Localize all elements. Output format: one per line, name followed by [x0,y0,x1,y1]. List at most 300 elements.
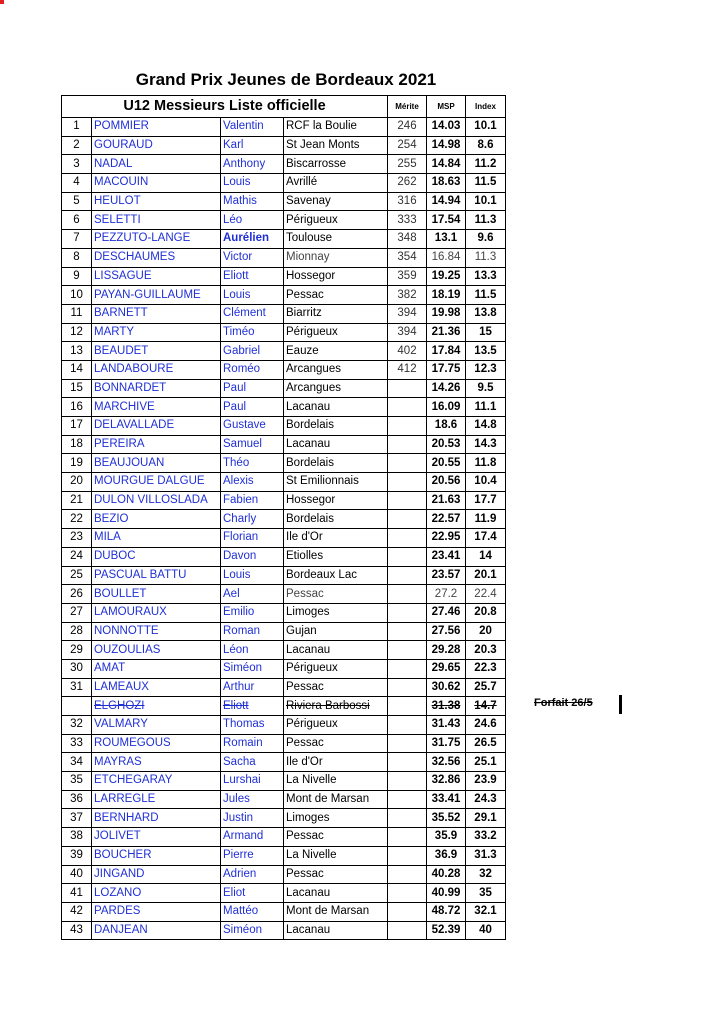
merite-cell: 262 [388,174,427,193]
index-cell: 33.2 [466,828,506,847]
rank-cell: 16 [62,398,92,417]
merite-cell [388,566,427,585]
club-cell: St Emilionnais [284,473,388,492]
table-row [62,118,506,137]
last-name-cell: DUBOC [92,547,221,566]
msp-cell: 29.28 [427,641,466,660]
msp-cell: 17.54 [427,211,466,230]
last-name-cell: BOUCHER [92,846,221,865]
merite-cell: 316 [388,192,427,211]
last-name-cell: HEULOT [92,192,221,211]
merite-cell [388,435,427,454]
club-cell: Arcangues [284,379,388,398]
merite-cell [388,379,427,398]
msp-cell: 29.65 [427,659,466,678]
index-cell: 11.5 [466,286,506,305]
first-name-cell: Aurélien [221,230,284,249]
rank-cell: 38 [62,828,92,847]
index-cell: 11.3 [466,248,506,267]
rank-cell: 35 [62,772,92,791]
first-name-cell: Gabriel [221,342,284,361]
first-name-cell: Eliot [221,884,284,903]
table-row [62,659,506,678]
last-name-cell: LANDABOURE [92,360,221,379]
merite-cell [388,846,427,865]
first-name-cell: Clément [221,304,284,323]
table-row [62,379,506,398]
msp-cell: 36.9 [427,846,466,865]
last-name-cell: MARTY [92,323,221,342]
rank-cell: 1 [62,118,92,137]
merite-cell [388,417,427,436]
club-cell: Bordelais [284,454,388,473]
index-cell: 9.6 [466,230,506,249]
club-cell: Pessac [284,865,388,884]
last-name-cell: DELAVALLADE [92,417,221,436]
merite-cell: 255 [388,155,427,174]
rank-cell: 27 [62,603,92,622]
msp-cell: 31.75 [427,734,466,753]
index-cell: 14.7 [466,697,506,716]
first-name-cell: Eliott [221,697,284,716]
rank-cell: 3 [62,155,92,174]
text-cursor [619,695,622,714]
merite-cell [388,902,427,921]
first-name-cell: Mathis [221,192,284,211]
index-cell: 14.3 [466,435,506,454]
msp-cell: 22.95 [427,529,466,548]
club-cell: Arcangues [284,360,388,379]
merite-cell [388,529,427,548]
club-cell: Toulouse [284,230,388,249]
merite-cell [388,753,427,772]
rank-cell: 2 [62,136,92,155]
table-row [62,510,506,529]
index-cell: 31.3 [466,846,506,865]
index-cell: 35 [466,884,506,903]
index-cell: 24.3 [466,790,506,809]
club-cell: Périgueux [284,323,388,342]
last-name-cell: PARDES [92,902,221,921]
last-name-cell: NONNOTTE [92,622,221,641]
last-name-cell: BONNARDET [92,379,221,398]
last-name-cell: BARNETT [92,304,221,323]
club-cell: La Nivelle [284,846,388,865]
msp-cell: 22.57 [427,510,466,529]
table-row [62,716,506,735]
merite-cell: 382 [388,286,427,305]
club-cell: Hossegor [284,267,388,286]
msp-cell: 14.94 [427,192,466,211]
table-row [62,921,506,940]
table-row [62,435,506,454]
last-name-cell: LAMEAUX [92,678,221,697]
first-name-cell: Armand [221,828,284,847]
first-name-cell: Louis [221,174,284,193]
table-row [62,865,506,884]
msp-cell: 16.09 [427,398,466,417]
rank-cell: 24 [62,547,92,566]
rank-cell: 30 [62,659,92,678]
merite-cell: 394 [388,323,427,342]
rank-cell: 15 [62,379,92,398]
merite-cell: 333 [388,211,427,230]
msp-cell: 52.39 [427,921,466,940]
first-name-cell: Alexis [221,473,284,492]
merite-cell: 402 [388,342,427,361]
table-row [62,902,506,921]
rank-cell: 33 [62,734,92,753]
rank-cell: 26 [62,585,92,604]
index-cell: 40 [466,921,506,940]
merite-cell: 394 [388,304,427,323]
first-name-cell: Pierre [221,846,284,865]
table-row [62,772,506,791]
first-name-cell: Mattéo [221,902,284,921]
club-cell: St Jean Monts [284,136,388,155]
club-cell: Pessac [284,734,388,753]
merite-cell [388,510,427,529]
club-cell: Mont de Marsan [284,902,388,921]
index-cell: 10.4 [466,473,506,492]
club-cell: Lacanau [284,884,388,903]
rank-cell [62,697,92,716]
table-row [62,342,506,361]
rank-cell: 28 [62,622,92,641]
players-table [61,95,506,940]
index-cell: 11.5 [466,174,506,193]
msp-cell: 40.99 [427,884,466,903]
msp-cell: 14.26 [427,379,466,398]
msp-cell: 27.2 [427,585,466,604]
club-cell: Ile d'Or [284,529,388,548]
msp-cell: 35.9 [427,828,466,847]
msp-cell: 14.98 [427,136,466,155]
last-name-cell: BEAUDET [92,342,221,361]
msp-cell: 23.57 [427,566,466,585]
last-name-cell: BEZIO [92,510,221,529]
last-name-cell: MAYRAS [92,753,221,772]
club-cell: Lacanau [284,641,388,660]
club-cell: Ile d'Or [284,753,388,772]
merite-cell [388,473,427,492]
rank-cell: 13 [62,342,92,361]
table-row [62,566,506,585]
table-row [62,454,506,473]
first-name-cell: Siméon [221,921,284,940]
first-name-cell: Paul [221,379,284,398]
table-row [62,136,506,155]
last-name-cell: JINGAND [92,865,221,884]
merite-cell [388,603,427,622]
last-name-cell: MOURGUE DALGUE [92,473,221,492]
table-row [62,230,506,249]
index-cell: 20 [466,622,506,641]
last-name-cell: LAMOURAUX [92,603,221,622]
table-row [62,304,506,323]
club-cell: Biscarrosse [284,155,388,174]
club-cell: Pessac [284,678,388,697]
club-cell: RCF la Boulie [284,118,388,137]
first-name-cell: Timéo [221,323,284,342]
msp-cell: 48.72 [427,902,466,921]
index-cell: 23.9 [466,772,506,791]
rank-cell: 36 [62,790,92,809]
msp-cell: 23.41 [427,547,466,566]
last-name-cell: BERNHARD [92,809,221,828]
index-cell: 17.4 [466,529,506,548]
rank-cell: 41 [62,884,92,903]
index-cell: 22.3 [466,659,506,678]
forfeit-note: Forfait 26/5 [534,697,593,709]
msp-column-highlight [0,0,4,4]
msp-cell: 20.53 [427,435,466,454]
first-name-cell: Roméo [221,360,284,379]
club-cell: Bordeaux Lac [284,566,388,585]
rank-cell: 10 [62,286,92,305]
table-row [62,417,506,436]
first-name-cell: Eliott [221,267,284,286]
last-name-cell: LOZANO [92,884,221,903]
table-subtitle: U12 Messieurs Liste officielle [62,96,388,118]
club-cell: Pessac [284,585,388,604]
club-cell: Pessac [284,828,388,847]
msp-cell: 19.25 [427,267,466,286]
club-cell: Lacanau [284,435,388,454]
index-cell: 11.3 [466,211,506,230]
last-name-cell: SELETTI [92,211,221,230]
last-name-cell: LISSAGUE [92,267,221,286]
first-name-cell: Lurshai [221,772,284,791]
table-row [62,547,506,566]
first-name-cell: Léo [221,211,284,230]
rank-cell: 37 [62,809,92,828]
page-title: Grand Prix Jeunes de Bordeaux 2021 [135,70,437,89]
table-row [62,473,506,492]
table-row [62,809,506,828]
last-name-cell: ROUMEGOUS [92,734,221,753]
msp-cell: 19.98 [427,304,466,323]
index-cell: 20.1 [466,566,506,585]
msp-cell: 17.75 [427,360,466,379]
index-cell: 24.6 [466,716,506,735]
msp-cell: 21.63 [427,491,466,510]
table-row [62,155,506,174]
table-row [62,678,506,697]
last-name-cell: LARREGLE [92,790,221,809]
last-name-cell: MACOUIN [92,174,221,193]
club-cell: Savenay [284,192,388,211]
merite-cell [388,921,427,940]
table-row [62,529,506,548]
last-name-cell: JOLIVET [92,828,221,847]
msp-cell: 14.03 [427,118,466,137]
first-name-cell: Davon [221,547,284,566]
index-cell: 9.5 [466,379,506,398]
table-row [62,641,506,660]
msp-cell: 18.19 [427,286,466,305]
rank-cell: 6 [62,211,92,230]
rank-cell: 11 [62,304,92,323]
club-cell: Avrillé [284,174,388,193]
msp-cell: 31.43 [427,716,466,735]
merite-cell [388,678,427,697]
first-name-cell: Théo [221,454,284,473]
last-name-cell: DANJEAN [92,921,221,940]
msp-cell: 13.1 [427,230,466,249]
first-name-cell: Siméon [221,659,284,678]
first-name-cell: Emilio [221,603,284,622]
club-cell: Périgueux [284,716,388,735]
club-cell: Bordelais [284,417,388,436]
msp-cell: 17.84 [427,342,466,361]
merite-cell [388,622,427,641]
table-row [62,753,506,772]
col-merite-header: Mérite [388,96,427,118]
rank-cell: 7 [62,230,92,249]
merite-cell [388,659,427,678]
index-cell: 15 [466,323,506,342]
club-cell: La Nivelle [284,772,388,791]
last-name-cell: PEREIRA [92,435,221,454]
merite-cell: 412 [388,360,427,379]
msp-cell: 16.84 [427,248,466,267]
index-cell: 13.3 [466,267,506,286]
last-name-cell: MILA [92,529,221,548]
rank-cell: 23 [62,529,92,548]
msp-cell: 21.36 [427,323,466,342]
merite-cell [388,641,427,660]
merite-cell [388,828,427,847]
msp-cell: 27.56 [427,622,466,641]
last-name-cell: PASCUAL BATTU [92,566,221,585]
table-row [62,790,506,809]
first-name-cell: Karl [221,136,284,155]
index-cell: 32 [466,865,506,884]
club-cell: Eauze [284,342,388,361]
rank-cell: 14 [62,360,92,379]
merite-cell [388,809,427,828]
rank-cell: 34 [62,753,92,772]
club-cell: Biarritz [284,304,388,323]
msp-cell: 20.55 [427,454,466,473]
rank-cell: 25 [62,566,92,585]
club-cell: Bordelais [284,510,388,529]
first-name-cell: Louis [221,286,284,305]
merite-cell [388,865,427,884]
club-cell: Etiolles [284,547,388,566]
col-index-header: Index [466,96,506,118]
table-row [62,884,506,903]
merite-cell [388,790,427,809]
club-cell: Limoges [284,603,388,622]
club-cell: Périgueux [284,211,388,230]
rank-cell: 12 [62,323,92,342]
first-name-cell: Ael [221,585,284,604]
index-cell: 13.8 [466,304,506,323]
first-name-cell: Charly [221,510,284,529]
rank-cell: 18 [62,435,92,454]
first-name-cell: Romain [221,734,284,753]
index-cell: 11.8 [466,454,506,473]
merite-cell [388,491,427,510]
rank-cell: 17 [62,417,92,436]
table-row [62,846,506,865]
index-cell: 22.4 [466,585,506,604]
first-name-cell: Victor [221,248,284,267]
table-row [62,267,506,286]
first-name-cell: Thomas [221,716,284,735]
index-cell: 20.3 [466,641,506,660]
first-name-cell: Florian [221,529,284,548]
merite-cell [388,398,427,417]
table-row [62,585,506,604]
msp-cell: 31.38 [427,697,466,716]
rank-cell: 20 [62,473,92,492]
rank-cell: 21 [62,491,92,510]
first-name-cell: Léon [221,641,284,660]
col-msp-header: MSP [427,96,466,118]
msp-cell: 33.41 [427,790,466,809]
index-column-highlight [0,0,4,4]
rank-cell: 19 [62,454,92,473]
last-name-cell: BEAUJOUAN [92,454,221,473]
last-name-cell: DULON VILLOSLADA [92,491,221,510]
first-name-cell: Anthony [221,155,284,174]
msp-cell: 18.6 [427,417,466,436]
first-name-cell: Sacha [221,753,284,772]
index-cell: 17.7 [466,491,506,510]
index-cell: 13.5 [466,342,506,361]
table-row [62,360,506,379]
last-name-cell: ELGHOZI [92,697,221,716]
club-cell: Hossegor [284,491,388,510]
index-cell: 29.1 [466,809,506,828]
table-row [62,398,506,417]
club-cell: Limoges [284,809,388,828]
table-row [62,828,506,847]
last-name-cell: GOURAUD [92,136,221,155]
rank-cell: 40 [62,865,92,884]
msp-cell: 32.56 [427,753,466,772]
table-header-row [62,96,506,118]
first-name-cell: Arthur [221,678,284,697]
first-name-cell: Louis [221,566,284,585]
index-cell: 12.3 [466,360,506,379]
msp-cell: 20.56 [427,473,466,492]
club-cell: Mont de Marsan [284,790,388,809]
last-name-cell: OUZOULIAS [92,641,221,660]
index-cell: 11.9 [466,510,506,529]
last-name-cell: MARCHIVE [92,398,221,417]
club-cell: Lacanau [284,398,388,417]
msp-cell: 18.63 [427,174,466,193]
index-cell: 25.1 [466,753,506,772]
first-name-cell: Roman [221,622,284,641]
first-name-cell: Gustave [221,417,284,436]
msp-cell: 32.86 [427,772,466,791]
club-cell: Gujan [284,622,388,641]
table-row [62,192,506,211]
index-cell: 20.8 [466,603,506,622]
msp-cell: 35.52 [427,809,466,828]
last-name-cell: POMMIER [92,118,221,137]
table-row [62,734,506,753]
rank-cell: 29 [62,641,92,660]
index-cell: 14.8 [466,417,506,436]
rank-cell: 5 [62,192,92,211]
last-name-cell: VALMARY [92,716,221,735]
